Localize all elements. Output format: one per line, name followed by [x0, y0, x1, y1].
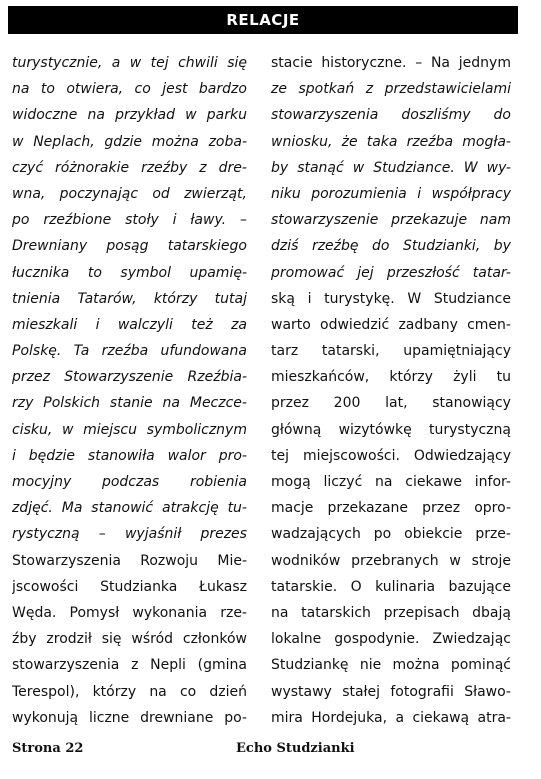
text-line: tarz tatarski, upamiętniający	[271, 343, 511, 360]
text-line: stowarzyszenie przekazuje nam	[271, 212, 511, 229]
text-line: na to otwiera, co jest bardzo	[12, 81, 247, 98]
text-line: Terespol), którzy na co dzień	[12, 683, 247, 700]
article-column-right	[271, 50, 511, 731]
text-line: w Neplach, gdzie można zoba-	[12, 133, 247, 150]
text-line: Polskę. Ta rzeźba ufundowana	[12, 343, 247, 360]
text-line: przez Stowarzyszenie Rzeźbia-	[12, 369, 247, 386]
text-line: zdjęć. Ma stanowić atrakcję tu-	[12, 500, 247, 517]
text-line: stacie historyczne. – Na jednym	[271, 55, 511, 71]
text-line: wniosku, że taka rzeźba mogła-	[271, 133, 511, 150]
page-number: Strona 22	[12, 741, 84, 756]
text-line: tnienia Tatarów, którzy tutaj	[12, 290, 247, 307]
text-line: tatarskie. O kulinaria bazujące	[271, 578, 511, 595]
section-header-bar	[8, 6, 518, 34]
text-line: Studziankę nie można pominąć	[271, 657, 511, 674]
text-line: wykonują liczne drewniane po-	[12, 709, 247, 726]
text-line: dziś rzeźbę do Studzianki, by	[271, 238, 511, 255]
publication-name: Echo Studzianki	[236, 741, 355, 756]
text-line: ze spotkań z przedstawicielami	[271, 81, 511, 98]
text-line: po rzeźbione stoły i ławy. –	[12, 212, 247, 229]
text-line: stowarzyszenia doszliśmy do	[271, 107, 511, 124]
text-line: źby zrodził się wśród członków	[12, 631, 247, 648]
text-line: cisku, w miejscu symbolicznym	[12, 421, 247, 438]
text-line: mieszkali i walczyli też za	[12, 316, 247, 333]
text-line: wadzających po obiekcie prze-	[271, 526, 511, 543]
article-column-left	[12, 50, 247, 731]
text-line: przez 200 lat, stanowiący	[271, 395, 511, 412]
text-line: lokalne gospodynie. Zwiedzając	[271, 631, 511, 648]
text-line: Węda. Pomysł wykonania rze-	[12, 604, 247, 621]
text-line: mogą liczyć na ciekawe infor-	[271, 474, 511, 490]
section-title: RELACJE	[226, 11, 300, 29]
text-line: mocyjny podczas robienia	[12, 474, 247, 490]
text-line: na tatarskich przepisach dbają	[271, 604, 511, 621]
text-line: ską i turystykę. W Studziance	[271, 290, 511, 307]
text-line: wystawy stałej fotografii Sławo-	[271, 683, 511, 700]
text-line: stowarzyszenia z Nepli (gmina	[12, 657, 247, 674]
text-line: widoczne na przykład w parku	[12, 107, 247, 124]
text-line: mira Hordejuka, a ciekawą atra-	[271, 709, 511, 726]
text-line: wodników przebranych w stroje	[271, 552, 511, 569]
text-line: rystyczną – wyjaśnił prezes	[12, 526, 247, 543]
text-line: promować jej przeszłość tatar-	[271, 264, 511, 281]
text-line: niku porozumienia i współpracy	[271, 185, 511, 202]
text-line: jscowości Studzianka Łukasz	[12, 578, 247, 595]
text-line: wna, poczynając od zwierząt,	[12, 185, 247, 202]
text-line: mieszkańców, którzy żyli tu	[271, 369, 511, 386]
text-line: Stowarzyszenia Rozwoju Mie-	[12, 552, 247, 569]
text-line: rzy Polskich stanie na Meczce-	[12, 395, 247, 412]
text-line: główną wizytówkę turystyczną	[271, 421, 511, 438]
text-line: tej miejscowości. Odwiedzający	[271, 447, 511, 464]
page-footer	[12, 741, 512, 759]
text-line: turystycznie, a w tej chwili się	[12, 55, 247, 71]
text-line: macje przekazane przez opro-	[271, 500, 511, 517]
text-line: Drewniany posąg tatarskiego	[12, 238, 247, 255]
text-line: warto odwiedzić zadbany cmen-	[271, 316, 511, 333]
text-line: łucznika to symbol upamię-	[12, 264, 247, 281]
text-line: i będzie stanowiła walor pro-	[12, 447, 247, 464]
text-line: czyć różnorakie rzeźby z dre-	[12, 159, 247, 176]
text-line: by stanąć w Studziance. W wy-	[271, 159, 511, 176]
